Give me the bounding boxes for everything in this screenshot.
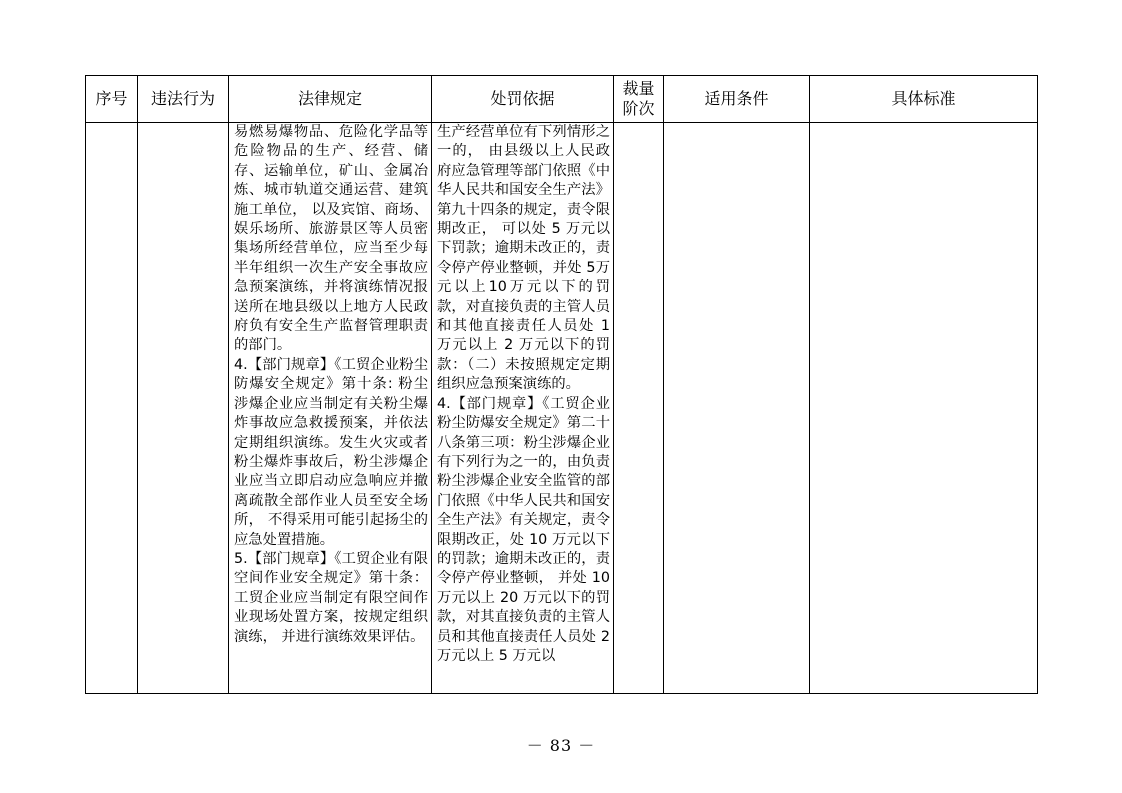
cell-violation (138, 123, 229, 694)
header-legal-provision: 法律规定 (229, 76, 432, 123)
legal-provision-paragraph-3: 5.【部门规章】《工贸企业有限空间作业安全规定》第十条： 工贸企业应当制定有限空间作业现场处置方案，按规定组织演练， 并进行演练效果评估。 (234, 550, 428, 645)
legal-provision-paragraph-2: 4.【部门规章】《工贸企业粉尘防爆安全规定》第十条: 粉尘涉爆企业应当制定有关粉尘爆炸事故应急救援预案，并依法定期组织演练。发生火灾或者粉尘爆炸事故后，粉尘涉爆企业应当立即启动应急响应并撤离疏散全部作业人员至安全场所， 不得采用可能引起扬尘的应急处置措施。 (234, 356, 428, 548)
cell-penalty-basis (432, 123, 614, 694)
table-header (86, 76, 1038, 123)
penalty-basis-text (432, 123, 613, 666)
cell-discretion-level (614, 123, 664, 694)
regulation-table (85, 75, 1038, 694)
header-discretion-line2: 阶次 (622, 99, 655, 118)
header-standards: 具体标准 (810, 76, 1038, 123)
header-conditions: 适用条件 (664, 76, 810, 123)
penalty-basis-paragraph-2: 4.【部门规章】《工贸企业粉尘防爆安全规定》第二十八条第三项：粉尘涉爆企业有下列行为之一的，由负责粉尘涉爆企业安全监管的部门依照《中华人民共和国安全生产法》有关规定，责令限期改正，处 10 万元以下的罚款；逾期未改正的，责令停产停业整顿， 并处 10 万元以上 20 万元以下的罚款，对其直接负责的主管人员和其他直接责任人员处 2 万元以上 5 万元以 (437, 395, 610, 664)
penalty-basis-paragraph-1: 生产经营单位有下列情形之一的， 由县级以上人民政府应急管理等部门依照《中华人民共和国安全生产法》第九十四条的规定，责令限期改正， 可以处 5 万元以下罚款；逾期未改正的，责令停产停业整顿，并处 5万元以上10万元以下的罚款，对直接负责的主管人员和其他直接责任人员处 1 万元以上 2 万元以下的罚款：（二）未按照规定定期组织应急预案演练的。 (437, 124, 610, 393)
page-number: － 83 － (526, 736, 596, 755)
header-seq: 序号 (86, 76, 138, 123)
cell-legal-provision (229, 123, 432, 694)
cell-standards (810, 123, 1038, 694)
header-row (86, 76, 1038, 123)
table-row (86, 123, 1038, 694)
legal-provision-paragraph-1: 易燃易爆物品、危险化学品等危险物品的生产、经营、储存、运输单位，矿山、金属冶炼、城市轨道交通运营、建筑施工单位， 以及宾馆、商场、娱乐场所、旅游景区等人员密集场所经营单位，应当至少每半年组织一次生产安全事故应急预案演练，并将演练情况报送所在地县级以上地方人民政府负有安全生产监督管理职责的部门。 (234, 124, 428, 354)
header-discretion-level (614, 76, 664, 123)
cell-seq (86, 123, 138, 694)
header-discretion-line1: 裁量 (622, 79, 655, 98)
cell-conditions (664, 123, 810, 694)
header-penalty-basis: 处罚依据 (432, 76, 614, 123)
table-body (86, 123, 1038, 694)
header-violation: 违法行为 (138, 76, 229, 123)
legal-provision-text (229, 123, 431, 647)
